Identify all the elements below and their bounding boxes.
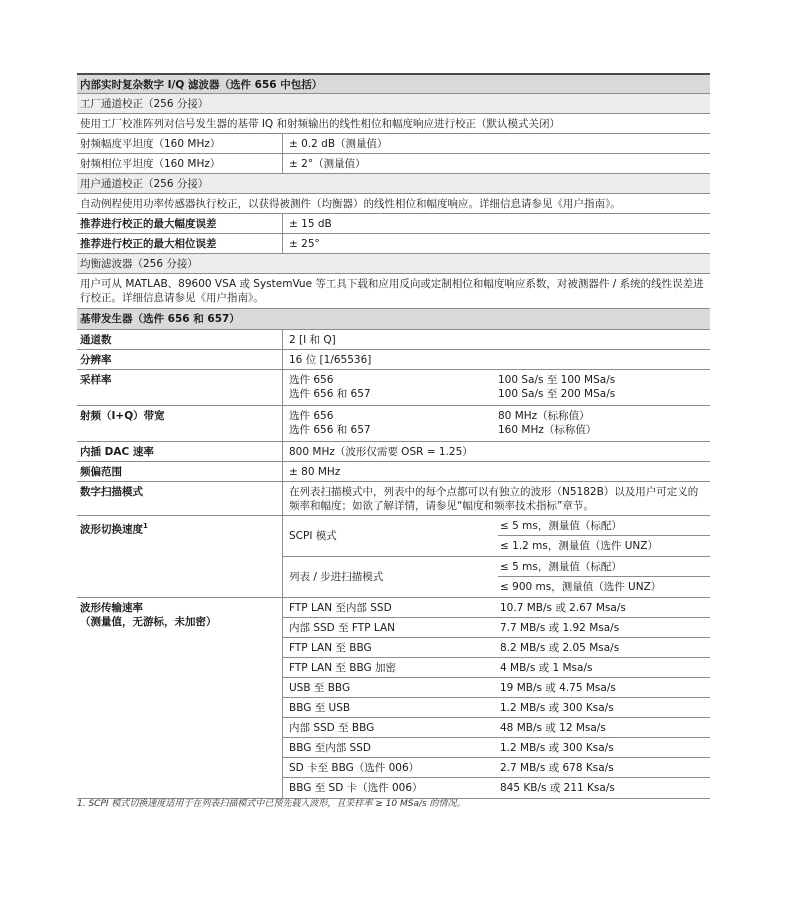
spec-table xyxy=(77,73,710,799)
footnote-ref: 1 xyxy=(143,522,148,530)
option-label: 选件 656 和 657 xyxy=(289,388,371,400)
spec-row-channels xyxy=(77,330,710,350)
spec-value xyxy=(282,370,710,405)
spec-row-digital-sweep xyxy=(77,482,710,516)
option-value: 100 Sa/s 至 200 MSa/s xyxy=(498,388,616,400)
spec-value: ± 2°（测量值） xyxy=(282,154,710,173)
spec-row-sample-rate xyxy=(77,370,710,406)
spec-row-phase-flatness xyxy=(77,154,710,174)
transfer-rate: 7.7 MB/s 或 1.92 Msa/s xyxy=(500,622,620,634)
mode-label: 列表 / 步进扫描模式 xyxy=(289,571,384,583)
section-header-iq-filter: 内部实时复杂数字 I/Q 滤波器（选件 656 中包括） xyxy=(77,73,710,94)
table-row xyxy=(283,698,710,718)
transfer-rate: 2.7 MB/s 或 678 Ksa/s xyxy=(500,762,614,774)
option-value: 100 Sa/s 至 100 MSa/s xyxy=(498,374,616,386)
spec-label: 频偏范围 xyxy=(80,466,122,478)
option-label: 选件 656 和 657 xyxy=(289,424,371,436)
mode-value: ≤ 5 ms，测量值（标配） xyxy=(498,557,710,577)
table-row xyxy=(283,738,710,758)
spec-row-max-amp-error xyxy=(77,214,710,234)
spec-row-switch-speed xyxy=(77,516,710,598)
spec-value: 2 [I 和 Q] xyxy=(282,330,710,349)
table-row xyxy=(283,678,710,698)
switch-group-scpi xyxy=(283,516,710,557)
switch-group-list-sweep xyxy=(283,557,710,597)
transfer-rate: 1.2 MB/s 或 300 Ksa/s xyxy=(500,702,614,714)
table-row xyxy=(283,758,710,778)
transfer-path: USB 至 BBG xyxy=(289,682,351,694)
spec-label: 波形传输速率 xyxy=(80,602,143,614)
transfer-rate: 8.2 MB/s 或 2.05 Msa/s xyxy=(500,642,620,654)
equalization-description: 用户可从 MATLAB、89600 VSA 或 SystemVue 等工具下载和应用反向或定制相位和幅度响应系数，对被测器件 / 系统的线性误差进行校正。详细信息请参见《用户指南》。 xyxy=(77,274,710,309)
spec-label: 射频幅度平坦度（160 MHz） xyxy=(80,138,221,150)
subsection-equalization-filter: 均衡滤波器（256 分接） xyxy=(77,254,710,274)
spec-row-rf-bandwidth xyxy=(77,406,710,442)
spec-row-amp-flatness xyxy=(77,134,710,154)
spec-label: 射频相位平坦度（160 MHz） xyxy=(80,158,221,170)
table-row xyxy=(283,658,710,678)
spec-value: ± 25° xyxy=(282,234,710,253)
spec-value: 在列表扫描模式中，列表中的每个点都可以有独立的波形（N5182B）以及用户可定义的频率和幅度；如欲了解详情，请参见“幅度和频率技术指标”章节。 xyxy=(282,482,710,515)
transfer-path: SD 卡至 BBG（选件 006） xyxy=(289,762,420,774)
spec-value: 800 MHz（波形仅需要 OSR = 1.25） xyxy=(282,442,710,461)
table-row xyxy=(283,718,710,738)
spec-value: ± 80 MHz xyxy=(282,462,710,481)
transfer-path: BBG 至 USB xyxy=(289,702,351,714)
spec-row-offset-range xyxy=(77,462,710,482)
spec-value: 16 位 [1/65536] xyxy=(282,350,710,369)
transfer-rate: 48 MB/s 或 12 Msa/s xyxy=(500,722,606,734)
table-row xyxy=(283,778,710,798)
option-value: 160 MHz（标称值） xyxy=(498,424,597,436)
mode-value: ≤ 900 ms，测量值（选件 UNZ） xyxy=(500,581,662,593)
spec-label: 射频（I+Q）带宽 xyxy=(80,410,165,422)
spec-label-note: （测量值，无游标，未加密） xyxy=(80,616,217,628)
spec-label: 内插 DAC 速率 xyxy=(80,446,154,458)
transfer-path: 内部 SSD 至 FTP LAN xyxy=(289,622,395,634)
mode-value: ≤ 1.2 ms，测量值（选件 UNZ） xyxy=(500,540,658,552)
spec-label: 采样率 xyxy=(80,374,112,386)
spec-row-transfer-rate xyxy=(77,598,710,799)
transfer-rate: 1.2 MB/s 或 300 Ksa/s xyxy=(500,742,614,754)
transfer-path: FTP LAN 至内部 SSD xyxy=(289,602,392,614)
option-value: 80 MHz（标称值） xyxy=(498,410,590,422)
section-header-baseband-generator: 基带发生器（选件 656 和 657） xyxy=(77,309,710,330)
spec-row-resolution xyxy=(77,350,710,370)
subsection-factory-correction: 工厂通道校正（256 分接） xyxy=(77,94,710,114)
transfer-rate: 19 MB/s 或 4.75 Msa/s xyxy=(500,682,616,694)
transfer-path: BBG 至内部 SSD xyxy=(289,742,371,754)
transfer-path: FTP LAN 至 BBG xyxy=(289,642,372,654)
option-label: 选件 656 xyxy=(289,410,334,422)
mode-label: SCPI 模式 xyxy=(289,530,337,542)
subsection-user-correction: 用户通道校正（256 分接） xyxy=(77,174,710,194)
spec-label: 波形切换速度 xyxy=(80,523,143,536)
spec-value xyxy=(282,406,710,441)
table-row xyxy=(283,638,710,658)
mode-value: ≤ 5 ms，测量值（标配） xyxy=(498,516,710,536)
spec-label: 推荐进行校正的最大幅度误差 xyxy=(80,218,217,230)
transfer-rate: 845 KB/s 或 211 Ksa/s xyxy=(500,782,615,794)
spec-row-max-phase-error xyxy=(77,234,710,254)
spec-row-dac-rate xyxy=(77,442,710,462)
table-row xyxy=(283,598,710,618)
option-label: 选件 656 xyxy=(289,374,334,386)
transfer-path: FTP LAN 至 BBG 加密 xyxy=(289,662,396,674)
spec-value: ± 15 dB xyxy=(282,214,710,233)
spec-label: 数字扫描模式 xyxy=(80,486,143,498)
user-correction-description: 自动例程使用功率传感器执行校正，以获得被测件（均衡器）的线性相位和幅度响应。详细信息请参见《用户指南》。 xyxy=(77,194,710,214)
transfer-rate: 4 MB/s 或 1 Msa/s xyxy=(500,662,593,674)
spec-label: 通道数 xyxy=(80,334,112,346)
table-row xyxy=(283,618,710,638)
transfer-path: 内部 SSD 至 BBG xyxy=(289,722,375,734)
spec-label: 分辨率 xyxy=(80,354,112,366)
factory-correction-description: 使用工厂校准阵列对信号发生器的基带 IQ 和射频输出的线性相位和幅度响应进行校正（默认模式关闭） xyxy=(77,114,710,134)
footnote: 1. SCPI 模式切换速度适用于在列表扫描模式中已预先载入波形，且采样率 ≥ 10 MSa/s 的情况。 xyxy=(77,799,466,809)
transfer-path: BBG 至 SD 卡（选件 006） xyxy=(289,782,423,794)
spec-value: ± 0.2 dB（测量值） xyxy=(282,134,710,153)
spec-label: 推荐进行校正的最大相位误差 xyxy=(80,238,217,250)
transfer-rate: 10.7 MB/s 或 2.67 Msa/s xyxy=(500,602,626,614)
